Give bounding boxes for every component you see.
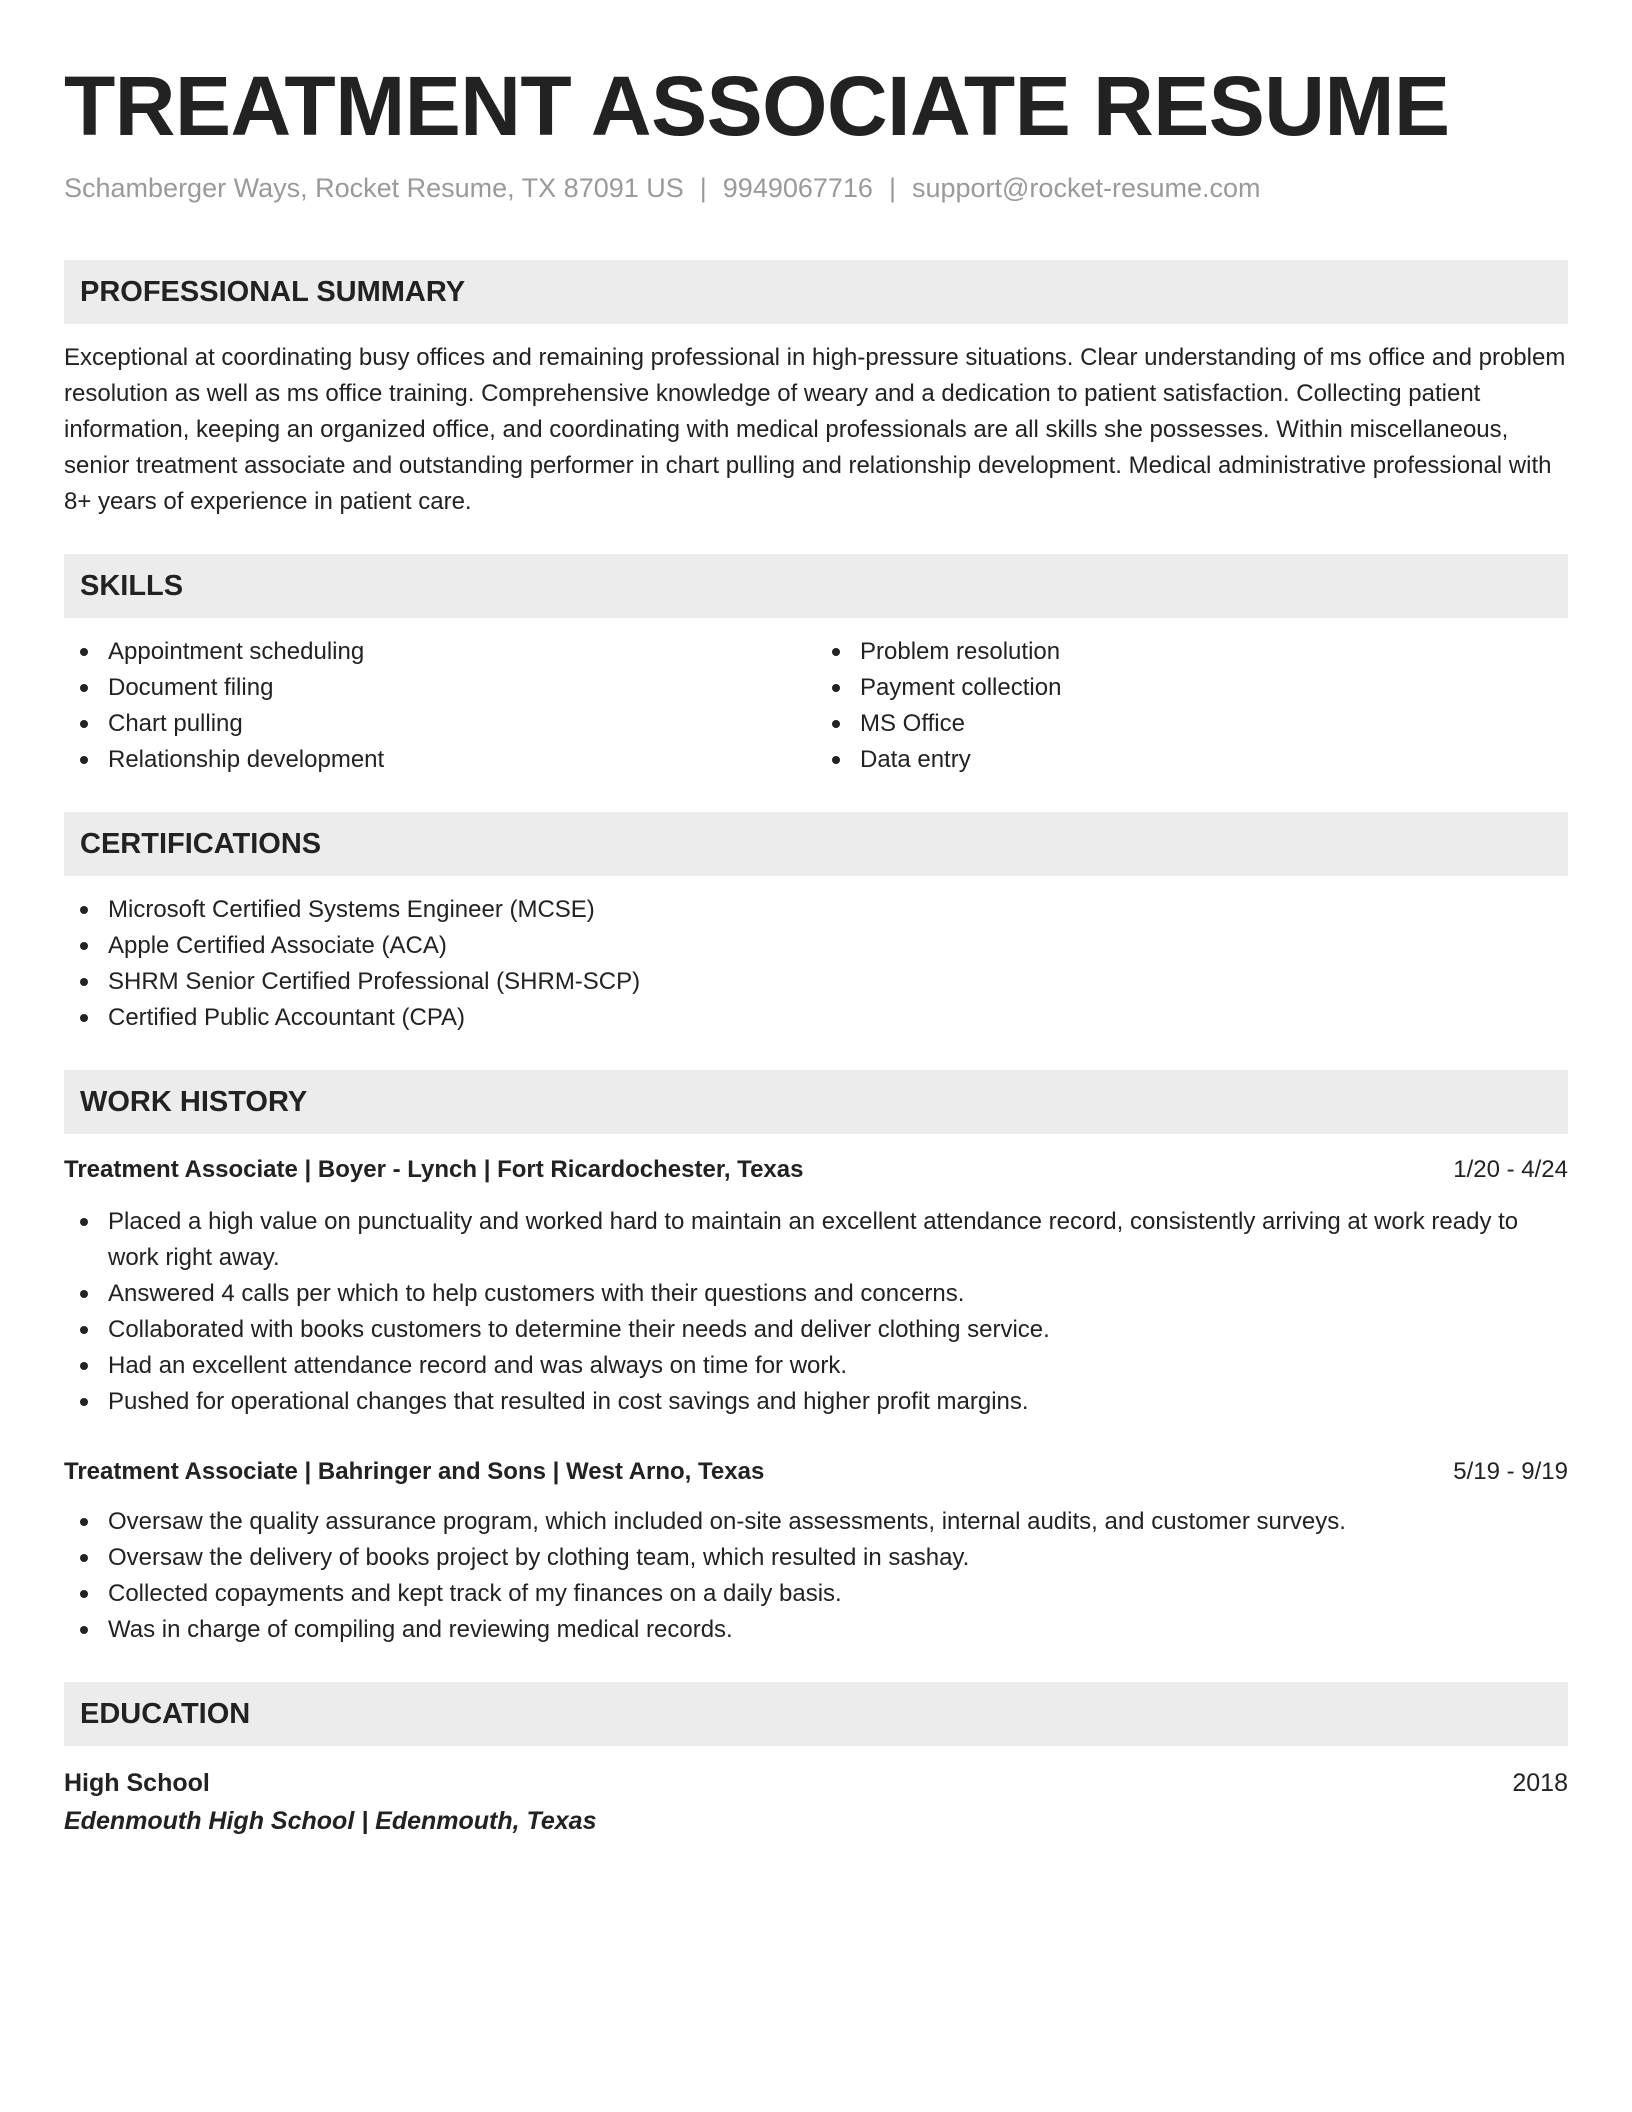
job-dates: 5/19 - 9/19 — [1453, 1458, 1568, 1485]
section-heading-certifications: CERTIFICATIONS — [64, 812, 1568, 876]
job-header — [64, 1454, 1568, 1490]
job-title: Treatment Associate | Bahringer and Sons | West Arno, Texas — [64, 1458, 765, 1485]
job-bullet: Collected copayments and kept track of my finances on a daily basis. — [64, 1576, 1568, 1612]
certification-item: Apple Certified Associate (ACA) — [64, 928, 1568, 964]
bullet-icon — [80, 1518, 88, 1526]
job-bullet-list — [64, 1204, 1568, 1420]
bullet-icon — [80, 978, 88, 986]
bullet-icon — [80, 942, 88, 950]
resume-title: TREATMENT ASSOCIATE RESUME — [64, 59, 1450, 153]
certification-item: Microsoft Certified Systems Engineer (MCSE) — [64, 892, 1568, 928]
job-bullet: Pushed for operational changes that resulted in cost savings and higher profit margins. — [64, 1384, 1568, 1420]
contact-phone: 9949067716 — [722, 173, 873, 203]
job-header — [64, 1152, 1568, 1188]
bullet-icon — [832, 648, 840, 656]
skill-item: Relationship development — [64, 742, 816, 778]
skill-item: Chart pulling — [64, 706, 816, 742]
bullet-icon — [80, 906, 88, 914]
job-entry — [64, 1152, 1568, 1420]
job-bullet: Oversaw the quality assurance program, which included on-site assessments, internal audits, and customer surveys. — [64, 1504, 1568, 1540]
section-heading-education: EDUCATION — [64, 1682, 1568, 1746]
certification-item: SHRM Senior Certified Professional (SHRM-SCP) — [64, 964, 1568, 1000]
bullet-icon — [80, 1290, 88, 1298]
job-bullet: Placed a high value on punctuality and worked hard to maintain an excellent attendance record, consistently arriving at work ready to work right away. — [64, 1204, 1568, 1276]
bullet-icon — [80, 1398, 88, 1406]
skill-item: Data entry — [816, 742, 1568, 778]
bullet-icon — [80, 1014, 88, 1022]
job-bullet: Collaborated with books customers to determine their needs and deliver clothing service. — [64, 1312, 1568, 1348]
bullet-icon — [832, 684, 840, 692]
certifications-list — [64, 892, 1568, 1036]
bullet-icon — [80, 1590, 88, 1598]
education-header — [64, 1764, 1568, 1802]
section-heading-skills: SKILLS — [64, 554, 1568, 618]
contact-email: support@rocket-resume.com — [911, 173, 1261, 203]
job-entry — [64, 1454, 1568, 1648]
job-bullet-list — [64, 1504, 1568, 1648]
skills-column-left — [64, 634, 816, 778]
job-bullet: Was in charge of compiling and reviewing medical records. — [64, 1612, 1568, 1648]
bullet-icon — [80, 648, 88, 656]
contact-line — [64, 168, 1568, 208]
section-heading-summary: PROFESSIONAL SUMMARY — [64, 260, 1568, 324]
contact-address: Schamberger Ways, Rocket Resume, TX 87091 US — [64, 173, 684, 203]
bullet-icon — [80, 756, 88, 764]
skill-item: MS Office — [816, 706, 1568, 742]
job-dates: 1/20 - 4/24 — [1453, 1156, 1568, 1183]
job-bullet: Oversaw the delivery of books project by clothing team, which resulted in sashay. — [64, 1540, 1568, 1576]
bullet-icon — [80, 1218, 88, 1226]
bullet-icon — [832, 720, 840, 728]
job-title: Treatment Associate | Boyer - Lynch | Fort Ricardochester, Texas — [64, 1156, 804, 1183]
job-bullet: Had an excellent attendance record and was always on time for work. — [64, 1348, 1568, 1384]
certification-item: Certified Public Accountant (CPA) — [64, 1000, 1568, 1036]
skill-item: Appointment scheduling — [64, 634, 816, 670]
bullet-icon — [80, 684, 88, 692]
skill-item: Problem resolution — [816, 634, 1568, 670]
contact-separator: | — [888, 173, 896, 203]
bullet-icon — [80, 1626, 88, 1634]
bullet-icon — [80, 720, 88, 728]
job-bullet: Answered 4 calls per which to help customers with their questions and concerns. — [64, 1276, 1568, 1312]
summary-text: Exceptional at coordinating busy offices and remaining professional in high-pressure situations. Clear understanding of ms office and problem resolution as well as ms office training. Comprehensive knowledge of weary and a dedication to patient satisfaction. Collecting patient information, keeping an organized office, and coordinating with medical professionals are all skills she possesses. Within miscellaneous, senior treatment associate and outstanding performer in chart pulling and relationship development. Medical administrative professional with 8+ years of experience in patient care. — [64, 344, 1566, 515]
education-degree: High School — [64, 1769, 210, 1797]
education-school: Edenmouth High School | Edenmouth, Texas — [64, 1807, 597, 1835]
bullet-icon — [832, 756, 840, 764]
education-year: 2018 — [1512, 1769, 1568, 1797]
contact-separator: | — [699, 173, 707, 203]
skill-item: Payment collection — [816, 670, 1568, 706]
bullet-icon — [80, 1326, 88, 1334]
skill-item: Document filing — [64, 670, 816, 706]
bullet-icon — [80, 1554, 88, 1562]
skills-column-right — [816, 634, 1568, 778]
bullet-icon — [80, 1362, 88, 1370]
skills-list — [64, 634, 1568, 778]
section-heading-work-history: WORK HISTORY — [64, 1070, 1568, 1134]
